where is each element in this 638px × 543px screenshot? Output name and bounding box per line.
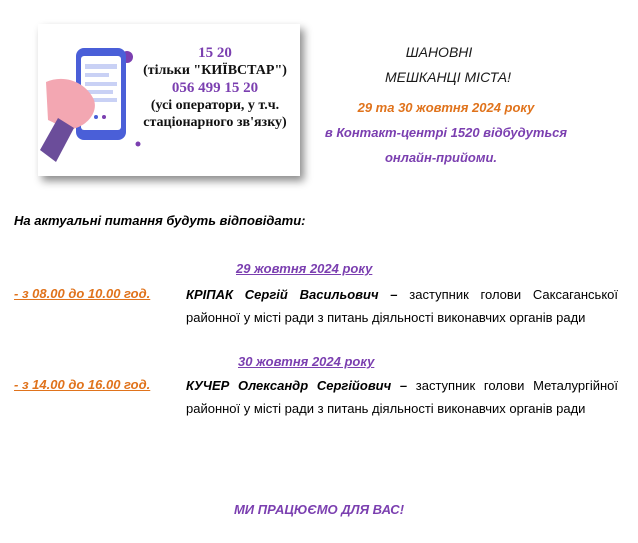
operators-note-2: стаціонарного зв'язку)	[143, 115, 287, 130]
kyivstar-note: (тільки "КИЇВСТАР")	[143, 63, 287, 78]
schedule-date: 30 жовтня 2024 року	[238, 354, 375, 369]
schedule-time: - з 08.00 до 10.00 год.	[14, 286, 151, 301]
schedule-description	[186, 283, 618, 329]
official-name: КРІПАК Сергій Васильович –	[186, 287, 398, 302]
greeting-line-1: ШАНОВНІ	[405, 44, 473, 60]
schedule-description	[186, 374, 618, 420]
event-location: в Контакт-центрі 1520 відбудуться	[324, 125, 568, 140]
short-number: 15 20	[198, 45, 232, 61]
long-number: 056 499 15 20	[171, 80, 259, 96]
schedule-date: 29 жовтня 2024 року	[236, 261, 373, 276]
official-name: КУЧЕР Олександр Сергійович –	[186, 378, 408, 393]
schedule-time: - з 14.00 до 16.00 год.	[14, 377, 151, 392]
contact-banner	[38, 24, 300, 176]
banner-contact-text	[134, 44, 296, 131]
greeting-line-2: МЕШКАНЦІ МІСТА!	[384, 69, 512, 85]
event-dates: 29 та 30 жовтня 2024 року	[357, 100, 535, 115]
operators-note-1: (усі оператори, у т.ч.	[150, 98, 280, 113]
official-position: заступник голови Металургійної районної у місті ради з питань діяльності виконавчих органів ради	[186, 378, 618, 416]
intro-text: На актуальні питання будуть відповідати:	[14, 213, 306, 228]
event-type: онлайн-прийоми.	[384, 150, 498, 165]
official-position: заступник голови Саксаганської районної у місті ради з питань діяльності виконавчих органів ради	[186, 287, 618, 325]
closing-slogan: МИ ПРАЦЮЄМО ДЛЯ ВАС!	[233, 502, 405, 517]
